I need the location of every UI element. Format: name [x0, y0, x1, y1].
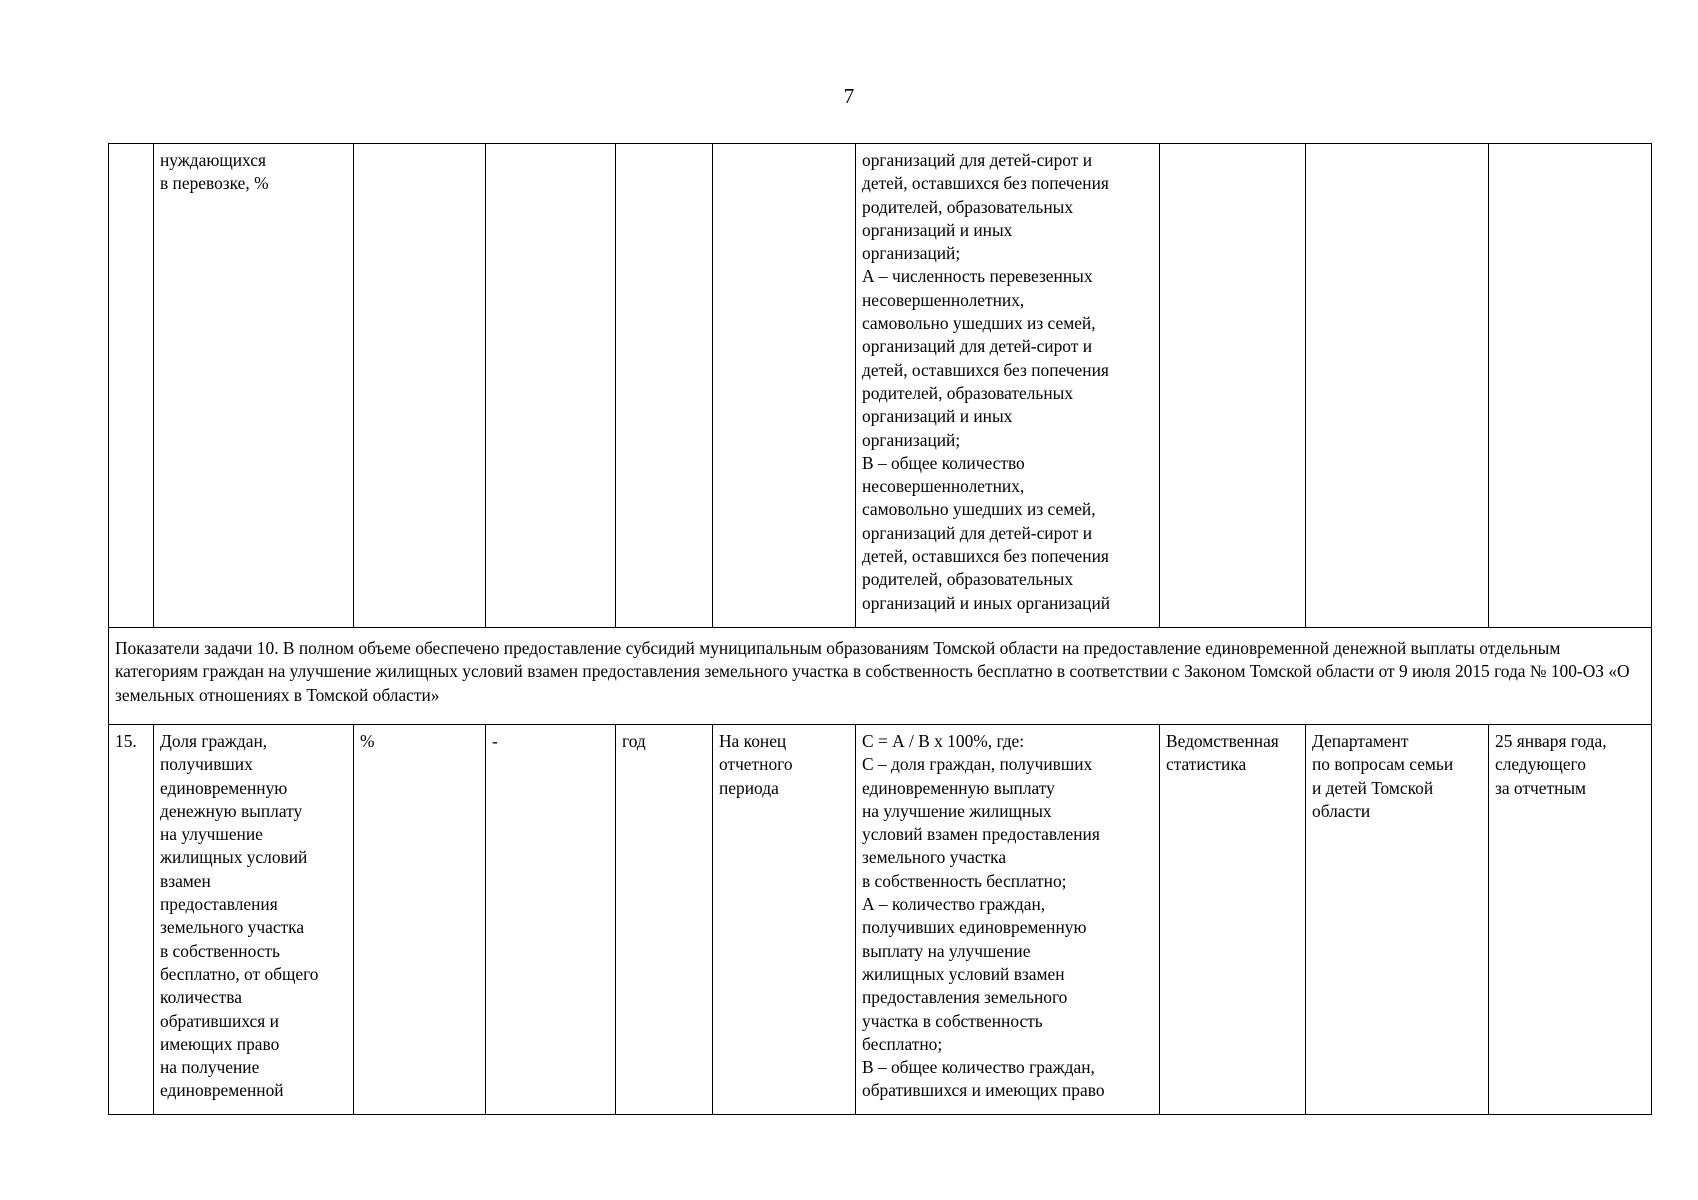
table-row	[109, 725, 1652, 1115]
base-value-cell	[486, 144, 616, 628]
responsible-cell: Департамент по вопросам семьи и детей Томской области	[1306, 725, 1489, 1115]
unit-cell: %	[354, 725, 486, 1115]
table-row	[109, 144, 1652, 628]
row-number-cell: 15.	[109, 725, 154, 1115]
indicator-cell: нуждающихся в перевозке, %	[154, 144, 354, 628]
periodicity-cell: год	[616, 725, 713, 1115]
page-number: 7	[843, 84, 855, 108]
indicators-table	[108, 143, 1652, 1115]
responsible-cell	[1306, 144, 1489, 628]
row-number-cell	[109, 144, 154, 628]
method-cell: Ведомственная статистика	[1160, 725, 1306, 1115]
section-header-cell: Показатели задачи 10. В полном объеме обеспечено предоставление субсидий муниципальным образованиям Томской области на предоставление единовременной денежной выплаты отдельным категориям граждан на улучшение жилищных условий взамен предоставления земельного участка в собственность бесплатно в соответствии с Законом Томской области от 9 июля 2015 года № 100-ОЗ «О земельных отношениях в Томской области»	[109, 628, 1652, 725]
periodicity-cell	[616, 144, 713, 628]
time-characteristic-cell: На конец отчетного периода	[713, 725, 856, 1115]
formula-cell: организаций для детей-сирот и детей, оставшихся без попечения родителей, образовательных организаций и иных организаций; А – численность перевезенных несовершеннолетних, самовольно ушедших из семей, организаций для детей-сирот и детей, оставшихся без попечения родителей, образовательных организаций и иных организаций; В – общее количество несовершеннолетних, самовольно ушедших из семей, организаций для детей-сирот и детей, оставшихся без попечения родителей, образовательных организаций и иных организаций	[856, 144, 1160, 628]
unit-cell	[354, 144, 486, 628]
deadline-cell	[1489, 144, 1652, 628]
time-characteristic-cell	[713, 144, 856, 628]
indicator-cell: Доля граждан, получивших единовременную денежную выплату на улучшение жилищных условий взамен предоставления земельного участка в собственность бесплатно, от общего количества обратившихся и имеющих право на получение единовременной	[154, 725, 354, 1115]
method-cell	[1160, 144, 1306, 628]
deadline-cell: 25 января года, следующего за отчетным	[1489, 725, 1652, 1115]
formula-cell: С = А / В х 100%, где: С – доля граждан, получивших единовременную выплату на улучшение жилищных условий взамен предоставления земельного участка в собственность бесплатно; А – количество граждан, получивших единовременную выплату на улучшение жилищных условий взамен предоставления земельного участка в собственность бесплатно; В – общее количество граждан, обратившихся и имеющих право	[856, 725, 1160, 1115]
section-header-row	[109, 628, 1652, 725]
base-value-cell: -	[486, 725, 616, 1115]
